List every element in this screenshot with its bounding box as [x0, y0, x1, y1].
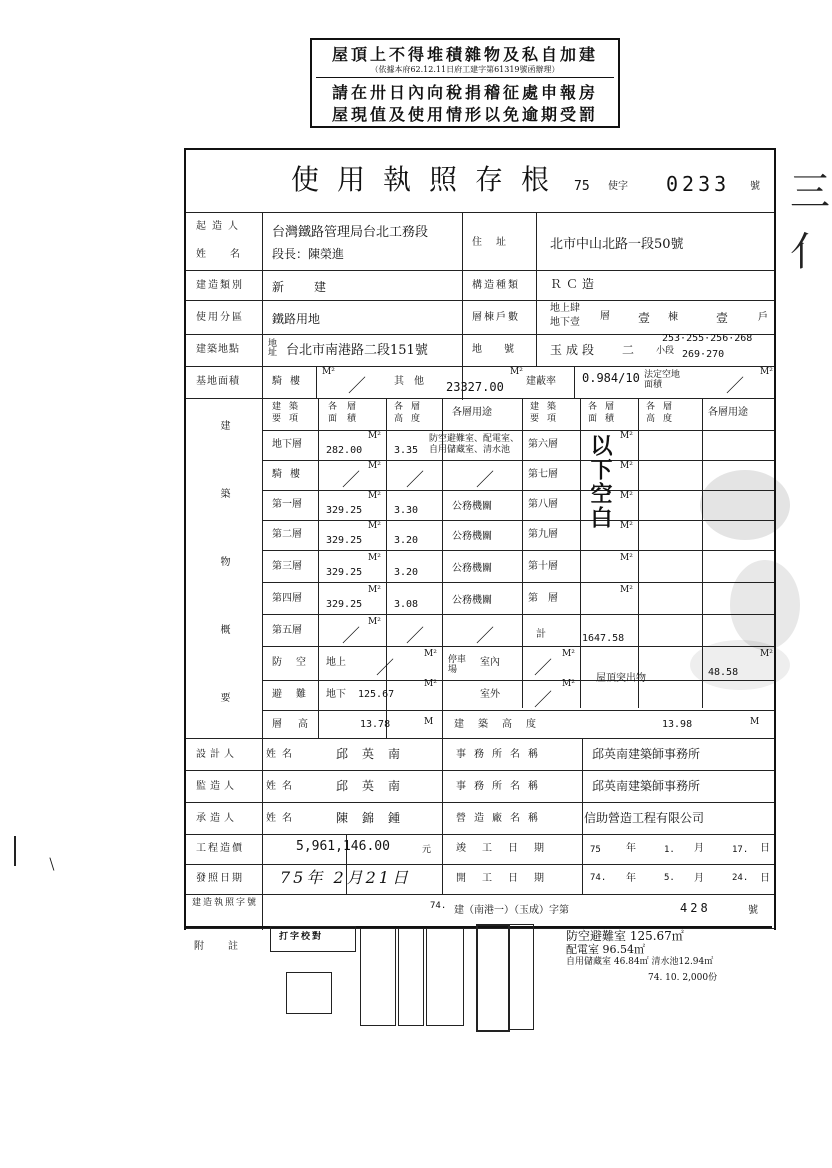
floor-name-right: 第六層 [528, 439, 558, 450]
arcade-area-label: 騎樓 [272, 376, 308, 387]
building-height-label: 建築高度 [454, 719, 550, 730]
parking-outdoor-value: ／ [534, 690, 552, 711]
shelter-label-1: 防空 [272, 657, 320, 668]
open-space-label: 法定空地面積 [644, 370, 681, 390]
unit-m2: M² [620, 521, 633, 531]
site-label: 建築地點 [196, 344, 240, 355]
unit-m2: M² [620, 585, 633, 595]
floor-use: 防空避難室、配電室、自用儲藏室、清水池 [429, 434, 520, 455]
address-label: 住址 [472, 237, 520, 248]
stamp-line-2: （依據本府62.12.11日府工建字第61319號函辦理） [316, 64, 614, 78]
floor-use: 公務機關 [452, 563, 492, 574]
header-use-right: 各層用途 [708, 407, 748, 418]
start-day: 24. [732, 873, 749, 883]
building-count: 壹 [638, 311, 651, 325]
cost-unit: 元 [422, 845, 432, 855]
unit-m2: M² [368, 617, 381, 627]
designer-name: 邱英南 [336, 747, 415, 761]
handwritten-blank-note: 以下空白 [587, 434, 612, 530]
permit-prefix: 使字 [608, 181, 628, 192]
contractor-name-label: 姓名 [266, 813, 298, 824]
floor-name-right: 第九層 [528, 529, 558, 540]
finish-day: 17. [732, 845, 749, 855]
unit-m2: M² [368, 553, 381, 563]
supervisor-office-label: 事務所名稱 [456, 781, 546, 792]
floor-area: 329.25 [326, 599, 363, 610]
floors-above: 地上肆 [550, 303, 580, 314]
finish-date-label: 竣工日期 [456, 843, 560, 854]
floor-height: ／ [406, 470, 424, 491]
build-permit-label: 建造執照字號 [192, 898, 259, 908]
site-area-label: 基地面積 [196, 376, 240, 387]
floor-name: 地下層 [272, 439, 302, 450]
notes-label: 附註 [194, 941, 262, 952]
permit-number: 0233 [666, 172, 731, 196]
unit-m2: M² [368, 461, 381, 471]
floor-name-right: 第十層 [528, 561, 558, 572]
unit-m2: M² [368, 521, 381, 531]
parking-label: 停車場 [448, 655, 467, 675]
parking-indoor-value: ／ [534, 658, 552, 679]
shelter-above-label: 地上 [326, 657, 346, 668]
unit-building: 棟 [668, 312, 678, 323]
note-power: 配電室 96.54㎡ [566, 943, 645, 956]
edge-mark: 亻 [790, 229, 830, 275]
proofread-box [270, 926, 356, 952]
stamp-line-1: 屋頂上不得堆積雜物及私自加建 [331, 45, 598, 64]
unit-m2: M² [424, 679, 437, 689]
type-label: 建造類別 [196, 280, 244, 291]
floor-use: 公務機關 [452, 501, 492, 512]
builder-address: 北市中山北路一段50號 [550, 237, 684, 252]
cost-value: 5,961,146.00 [296, 839, 390, 854]
contractor-label: 承造人 [196, 813, 238, 824]
contractor-company-label: 營造廠名稱 [456, 813, 546, 824]
start-date-label: 開工日期 [456, 873, 560, 884]
shelter-below-label: 地下 [326, 689, 346, 700]
form-title: 使用執照存根 [291, 163, 568, 196]
official-seal [360, 928, 396, 1026]
edge-mark: 三 [790, 169, 830, 215]
floor-use: ／ [476, 470, 494, 491]
official-seal [476, 924, 510, 1032]
floor-use: 公務機關 [452, 595, 492, 606]
zoning-value: 鐵路用地 [272, 312, 321, 326]
other-area-value: 23327.00 [446, 380, 504, 394]
floor-area: 329.25 [326, 567, 363, 578]
note-storage: 自用儲藏室 46.84㎡ 清水池12.94㎡ [566, 957, 714, 967]
notice-stamp [310, 38, 620, 128]
unit-year: 年 [626, 873, 636, 884]
floor-name: 第二層 [272, 529, 302, 540]
floor-height: 3.35 [394, 445, 419, 456]
zoning-label: 使用分區 [196, 312, 244, 323]
unit-m2: M² [760, 367, 773, 377]
floor-area: 329.25 [326, 505, 363, 516]
unit-floor: 層 [600, 311, 610, 322]
floor-height: ／ [406, 626, 424, 647]
floor-name-right: 第七層 [528, 469, 558, 480]
floor-area: 282.00 [326, 445, 363, 456]
header-area: 各層面積 [328, 402, 367, 424]
total-label: 計 [536, 629, 546, 640]
builder-name-label: 姓名 [196, 249, 264, 260]
roof-value: 48.58 [708, 667, 739, 678]
coverage-value: 0.984/10 [582, 371, 640, 385]
note-shelter: 防空避難室 125.67㎡ [566, 929, 684, 943]
unit-month: 月 [694, 873, 704, 884]
coverage-label: 建蔽率 [526, 376, 556, 387]
finish-month: 1. [664, 845, 675, 855]
issue-date-value: 75年 2月21日 [280, 868, 411, 887]
header-use: 各層用途 [452, 407, 492, 418]
stamp-line-3: 請在卅日內向稅捐稽征處申報房 [331, 83, 598, 102]
unit-month: 月 [694, 843, 704, 854]
floor-height-value: 13.78 [360, 719, 391, 730]
unit-m2: M² [368, 431, 381, 441]
form-print-info: 74. 10. 2,000份 [648, 973, 718, 983]
floors-below: 地下壹 [550, 317, 580, 328]
lot-numbers-2: 269·270 [682, 349, 725, 360]
structure-value: ＲＣ造 [550, 277, 599, 291]
unit-household: 戶 [758, 312, 768, 323]
floor-height: 3.20 [394, 535, 419, 546]
unit-day: 日 [760, 843, 770, 854]
site-address-label: 地址 [266, 338, 276, 356]
type-value: 新建 [272, 280, 357, 294]
floor-height-label: 層高 [272, 719, 324, 730]
lot-label: 地號 [472, 344, 536, 355]
supervisor-name-label: 姓名 [266, 781, 298, 792]
floor-name: 騎樓 [272, 469, 308, 480]
unit-m2: M² [322, 367, 335, 377]
floor-name: 第三層 [272, 561, 302, 572]
floor-area: 329.25 [326, 535, 363, 546]
builder-rep: 段長：陳榮進 [272, 247, 345, 261]
proofread-label: 打字校對 [279, 932, 324, 942]
parking-outdoor-label: 室外 [480, 689, 500, 700]
header-height: 各層高度 [394, 402, 429, 424]
unit-day: 日 [760, 873, 770, 884]
start-year: 74. [590, 873, 607, 883]
designer-name-label: 姓名 [266, 749, 298, 760]
header-area-right: 各層面積 [588, 402, 623, 424]
site-address: 台北市南港路二段151號 [286, 343, 428, 358]
header-item: 建築要項 [272, 402, 307, 424]
official-seal [398, 928, 424, 1026]
designer-label: 設計人 [196, 749, 238, 760]
floor-area: ／ [342, 470, 360, 491]
floor-area: ／ [342, 626, 360, 647]
unit-m2: M² [620, 461, 633, 471]
roof-label: 屋頂突出物 [596, 673, 646, 684]
scan-mark: ﹨ [42, 850, 62, 874]
permit-suffix: 號 [750, 181, 760, 192]
parking-indoor-label: 室內 [480, 657, 500, 668]
other-area-label: 其他 [394, 376, 434, 387]
header-height-right: 各層高度 [646, 402, 681, 424]
subsection-label: 小段 [656, 346, 675, 356]
builder-name: 台灣鐵路管理局台北工務段 [272, 225, 429, 240]
permit-ref-year: 74. [430, 901, 447, 911]
structure-label: 構造種類 [472, 280, 520, 291]
shelter-above-value: ／ [376, 658, 394, 679]
unit-m2: M² [368, 585, 381, 595]
total-value: 1647.58 [582, 633, 625, 644]
issue-date-label: 發照日期 [196, 873, 244, 884]
supervisor-office: 邱英南建築師事務所 [592, 779, 701, 793]
arcade-area-value: ／ [348, 376, 366, 397]
floor-use: 公務機關 [452, 531, 492, 542]
unit-m2: M² [760, 649, 773, 659]
unit-m2: M² [620, 491, 633, 501]
permit-ref-text: 建（南港一）（玉成）字第 [454, 905, 569, 916]
lot-numbers-1: 253·255·256·268 [662, 333, 753, 344]
lot-section: 玉成段 [550, 343, 599, 357]
shelter-label-2: 避難 [272, 689, 320, 700]
shelter-below-value: 125.67 [358, 689, 395, 700]
unit-m2: M² [620, 431, 633, 441]
designer-office-label: 事務所名稱 [456, 749, 546, 760]
unit-m2: M² [510, 367, 523, 377]
floor-height: 3.20 [394, 567, 419, 578]
stamp-line-4: 屋現值及使用情形以免逾期受罰 [331, 105, 598, 124]
finish-year: 75 [590, 845, 601, 855]
official-seal [508, 924, 534, 1030]
floor-height: 3.08 [394, 599, 419, 610]
supervisor-name: 邱英南 [336, 779, 415, 793]
floor-name: 第四層 [272, 593, 302, 604]
floor-use: ／ [476, 626, 494, 647]
unit-m2: M² [424, 649, 437, 659]
permit-ref-number: 428 [680, 901, 711, 915]
floor-name: 第一層 [272, 499, 302, 510]
start-month: 5. [664, 873, 675, 883]
floor-name-right: 第 層 [528, 593, 558, 604]
floors-count-label: 層棟戶數 [472, 312, 520, 323]
unit-year: 年 [626, 843, 636, 854]
floor-name: 第五層 [272, 625, 302, 636]
header-item-right: 建築要項 [530, 402, 565, 424]
permit-ref-suffix: 號 [748, 905, 758, 916]
floor-height: 3.30 [394, 505, 419, 516]
official-seal [286, 972, 332, 1014]
unit-m2: M² [562, 649, 575, 659]
contractor-name: 陳錦鍾 [336, 811, 415, 825]
unit-m2: M² [562, 679, 575, 689]
permit-form: 使用執照存根 75 使字 0233 號 起造人 姓名 台灣鐵路管理局台北工務段 段長：陳榮進 住址 北市中山北路一段50號 建造類別 新建 構造種類 ＲＣ造 使用分區 鐵路用地 層棟戶數 地上肆 地下壹 層 壹 棟 壹 戶 建築地點 地址 台北市南港路二段151號 地號 玉成段 二 小段 253·255·256·268 269·270 基地面積 騎樓 M² ／ 其他 M² 23327.00 建蔽率 0.984/10 法定空地面積 ／ M² 建築物概要 建築要項 各層面積 各層高度 各層用途 建築要項 各層面積 各層高度 各層用途 地下層 M² 282.00 3.35 防空避難室、配電室、自用儲藏室、清水池 騎樓 M² ／ ／ ／ 第一層 M² 329.25 3.30 公務機關 第二層 M² 329.25 3.20 公務機關 第三層 M² 329.25 3.20 公務機關 第四層 M² 329.25 3.08 公務機關 第五層 M² ／ ／ ／ 第六層 第七層 第八層 第九層 第十層 第 層 M² M² M² M² M² M² 以下空白 計 1647.58 防空 避難 地上 ／ M² 地下 125.67 M² 停車場 室內 ／ M² 室外 ／ M² 屋頂突出物 48.58 M² 層高 13.78 M 建築高度 13.98 M 設計人 姓名 邱英南 事務所名稱 邱英南建築師事務所 監造人 姓名 邱英南 事務所名稱 邱英南建築師事務所 承造人 姓名 陳錦鍾 營造廠名稱 信助營造工程有限公司 工程造價 5,961,146.00 元 竣工日期 75 年 1. 月 17. 日 發照日期 75年 2月21日 開工日期 74. 年 5. 月 24. 日 建造執照字號 74. 建（南港一）（玉成）字第 428 號 [184, 148, 776, 930]
builder-label: 起造人 [196, 221, 244, 232]
official-seal [426, 928, 464, 1026]
unit-m2: M² [368, 491, 381, 501]
open-space-value: ／ [726, 376, 744, 397]
cost-label: 工程造價 [196, 843, 244, 854]
designer-office: 邱英南建築師事務所 [592, 747, 701, 761]
supervisor-label: 監造人 [196, 781, 238, 792]
building-height-value: 13.98 [662, 719, 693, 730]
household-count: 壹 [716, 311, 729, 325]
building-section-label: 建築物概要 [218, 420, 229, 760]
lot-subsection: 二 [622, 343, 635, 357]
unit-m2: M² [620, 553, 633, 563]
contractor-company: 信助營造工程有限公司 [584, 811, 705, 825]
floor-name-right: 第八層 [528, 499, 558, 510]
permit-year: 75 [574, 179, 590, 194]
scan-mark [14, 836, 16, 866]
